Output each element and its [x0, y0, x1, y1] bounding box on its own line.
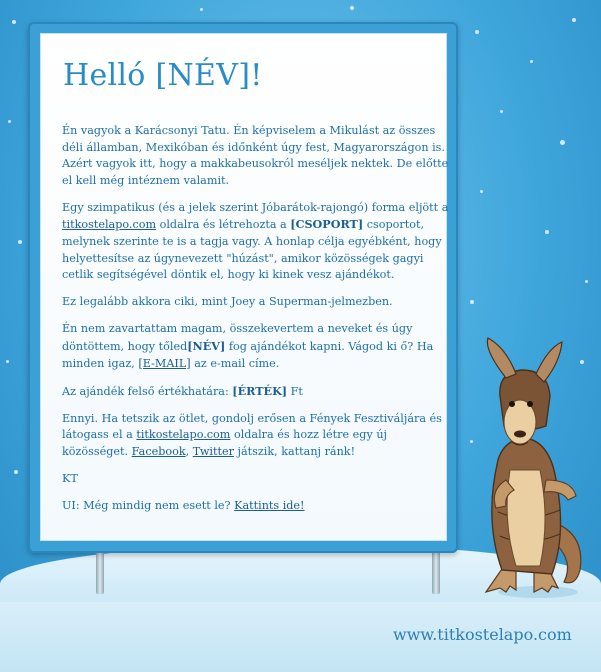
billboard-post-right: [432, 548, 440, 594]
text: Az ajándék felső értékhatára:: [62, 384, 233, 398]
paragraph-budget: [62, 383, 452, 401]
text: Egy szimpatikus (és a jelek szerint Jóbarátok-rajongó) forma eljött a: [62, 200, 449, 214]
text: ,: [185, 445, 193, 458]
text: Én nem zavartattam magam, összekevertem a neveket és úgy döntöttem, hogy tőled: [62, 322, 413, 354]
text: csoportot, melynek szerinte te is a tagja vagy. A honlap célja egyébként, hogy helyettesítse az úgynevezett "húzást", amikor közösségek gagyi cetlik segítségével döntik el, hogy ki kinek vesz ajándékot.: [62, 218, 442, 282]
paragraph-invite: [62, 411, 452, 461]
paragraph-recipient: [62, 321, 452, 372]
text: UI: Még mindig nem esett le?: [62, 499, 235, 513]
group-placeholder: [CSOPORT]: [290, 217, 364, 232]
email-link[interactable]: [E-MAIL]: [138, 356, 191, 370]
paragraph-ps: [62, 498, 452, 515]
text: az e-mail címe.: [190, 356, 280, 370]
billboard-post-left: [96, 548, 104, 594]
name-placeholder: [NÉV]: [187, 339, 226, 354]
letter-body: [62, 123, 452, 525]
text: fog ajándékot kapni. Vágod ki ő? Ha minden igaz,: [62, 340, 434, 370]
text: oldalra és létrehozta a: [156, 218, 291, 232]
facebook-link[interactable]: Facebook: [131, 445, 186, 458]
page-title: Helló [NÉV]!: [63, 58, 263, 93]
text: Ennyi. Ha tetszik az ötlet, gondolj erősen a Fények Fesztiváljára és látogass el a: [62, 411, 442, 442]
signature: KT: [62, 472, 78, 486]
site-link[interactable]: titkostelapo.com: [62, 218, 157, 232]
paragraph-group: [62, 200, 452, 284]
paragraph-intro: Én vagyok a Karácsonyi Tatu. Én képviselem a Mikulást az összes déli államban, Mexikóban és időnként úgy fest, Magyarországon is. Azért vagyok itt, hogy a makkabeusokról meséljek nektek. De előtte el kell még intéznem valamit.: [62, 124, 449, 187]
twitter-link[interactable]: Twitter: [192, 445, 234, 458]
text: Ft: [287, 384, 303, 398]
site-link[interactable]: titkostelapo.com: [136, 428, 231, 442]
text: oldalra és hozz létre egy új közösséget.: [62, 428, 388, 458]
click-here-link[interactable]: Kattints ide!: [234, 499, 305, 513]
armadillo-mascot-icon: [476, 330, 594, 600]
text: játszik, kattanj ránk!: [233, 445, 356, 458]
paragraph-joke: Ez legalább akkora ciki, mint Joey a Superman-jelmezben.: [62, 295, 393, 309]
value-placeholder: [ÉRTÉK]: [232, 383, 288, 398]
footer-site-url[interactable]: www.titkostelapo.com: [393, 625, 572, 644]
